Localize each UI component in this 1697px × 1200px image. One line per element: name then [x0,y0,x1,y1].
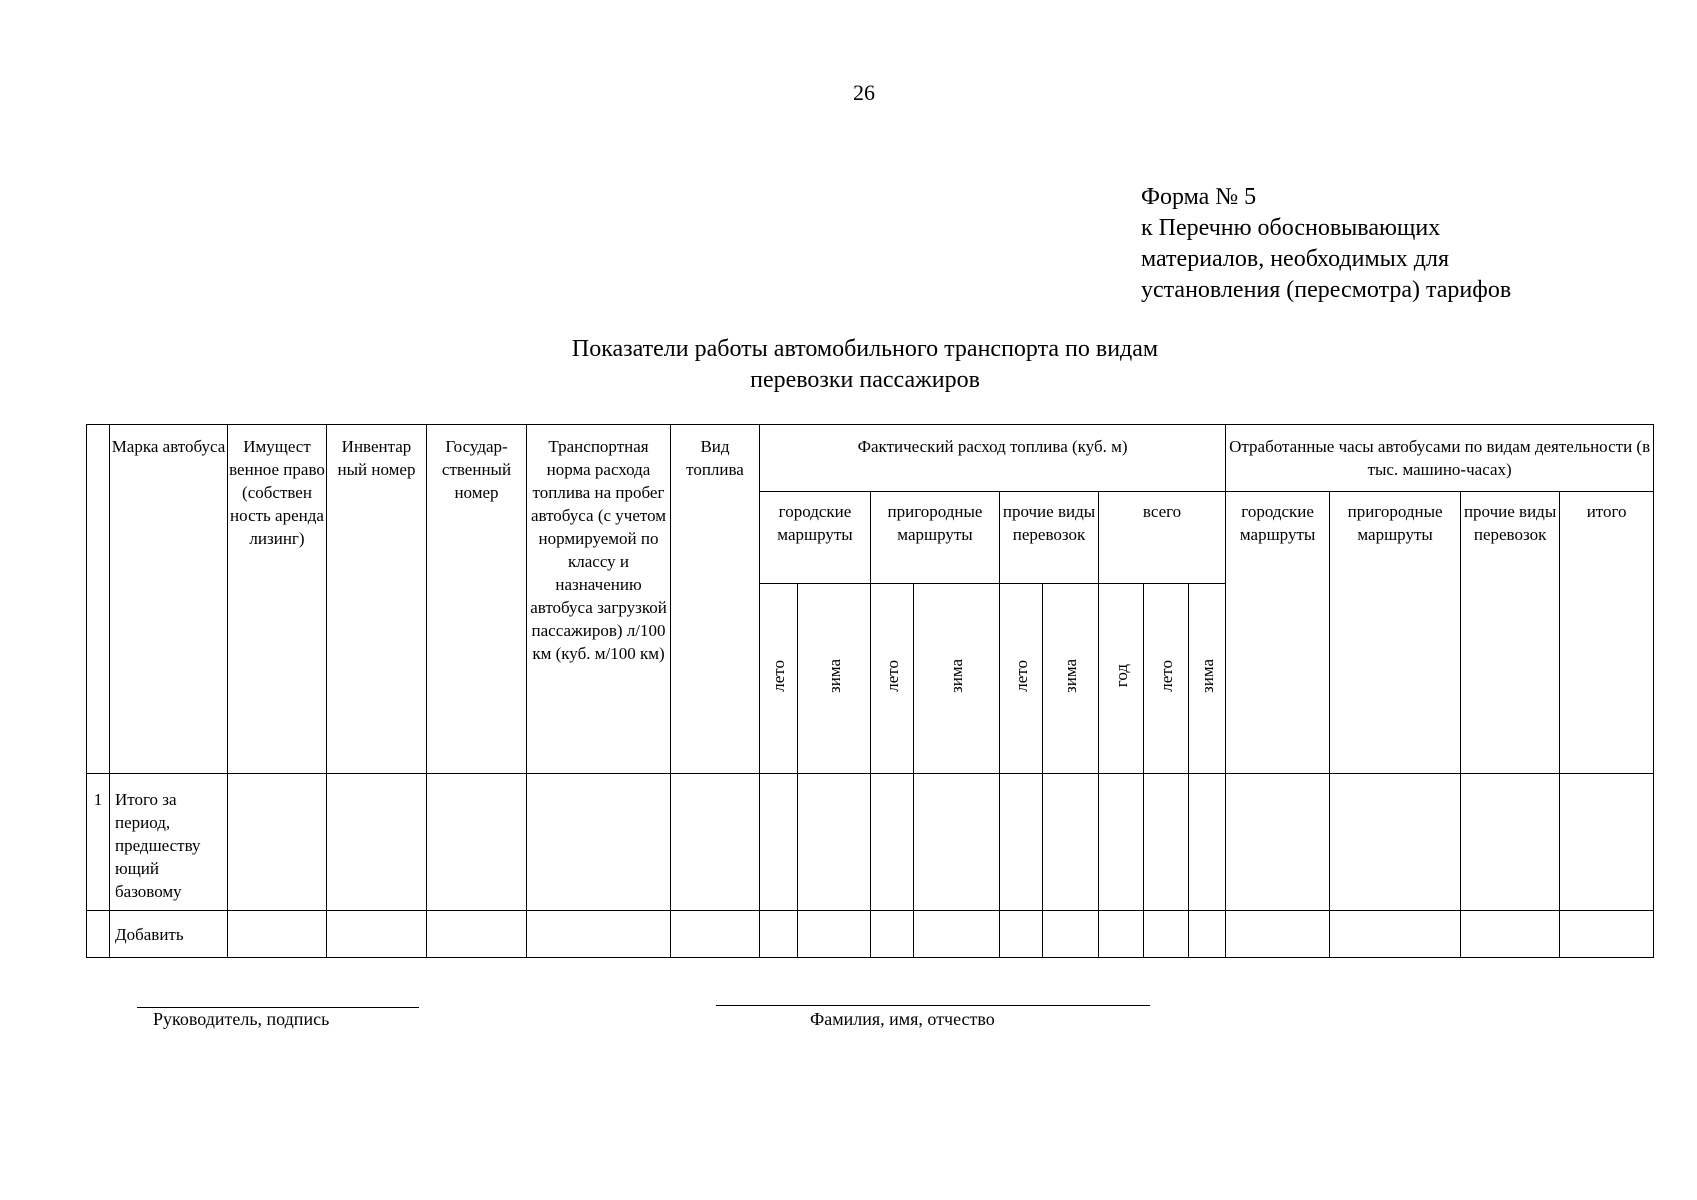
header-fuel-total: всего [1099,492,1226,584]
table-cell[interactable] [1099,911,1144,958]
table-cell[interactable] [1189,774,1226,911]
add-row-button[interactable]: Добавить [110,911,228,958]
row-number-header [87,425,110,774]
table-cell[interactable] [1330,911,1461,958]
table-cell[interactable] [1189,911,1226,958]
form-reference [1141,182,1511,306]
table-cell[interactable] [1461,774,1560,911]
table-cell[interactable] [1560,911,1654,958]
header-city-winter: зима [798,584,871,774]
header-total-year: год [1099,584,1144,774]
row-number: 1 [87,774,110,911]
table-cell[interactable] [671,774,760,911]
header-hours-suburban: пригородные маршруты [1330,492,1461,774]
table-cell[interactable] [527,774,671,911]
header-fuel-norm: Транспортная норма расхода топлива на пробег автобуса (с учетом нормируемой по классу и назначению автобуса загрузкой пассажиров) л/100 км (куб. м/100 км) [527,425,671,774]
header-other-summer: лето [1000,584,1043,774]
header-fuel-actual: Фактический расход топлива (куб. м) [760,425,1226,492]
form-number: Форма № 5 [1141,184,1257,210]
header-fuel-type: Вид топлива [671,425,760,774]
form-ref-line: к Перечню обосновывающих [1141,215,1441,241]
title-line: Показатели работы автомобильного транспорта по видам [571,336,1159,362]
header-hours-total: итого [1560,492,1654,774]
header-state-number: Государ- ственный номер [427,425,527,774]
table-cell[interactable] [228,911,327,958]
table-cell[interactable] [760,774,798,911]
header-total-winter: зима [1189,584,1226,774]
table-cell[interactable] [760,911,798,958]
header-suburban-winter: зима [914,584,1000,774]
table-cell[interactable] [1461,911,1560,958]
table-cell[interactable] [1043,774,1099,911]
table-cell[interactable] [1226,911,1330,958]
signature-label-name: Фамилия, имя, отчество [810,1009,995,1029]
table-cell[interactable] [1000,911,1043,958]
table-cell[interactable] [1226,774,1330,911]
table-cell[interactable] [527,911,671,958]
table-row [87,774,1654,911]
table-cell[interactable] [871,911,914,958]
title-line: перевозки пассажиров [750,367,980,393]
table-cell[interactable] [327,911,427,958]
header-bus-brand: Марка автобуса [110,425,228,774]
table-cell[interactable] [1144,774,1189,911]
row-number [87,911,110,958]
table-cell[interactable] [1000,774,1043,911]
header-hours-city: городские маршруты [1226,492,1330,774]
header-fuel-suburban: пригородные маршруты [871,492,1000,584]
table-cell[interactable] [427,911,527,958]
table-cell[interactable] [798,911,871,958]
table-cell[interactable] [427,774,527,911]
indicators-table [86,424,1654,958]
signature-label-head: Руководитель, подпись [153,1009,330,1029]
header-city-summer: лето [760,584,798,774]
table-cell[interactable] [1560,774,1654,911]
table-cell[interactable] [914,774,1000,911]
header-suburban-summer: лето [871,584,914,774]
table-cell[interactable] [327,774,427,911]
signature-line-head [137,1007,419,1008]
header-property-right: Имущест венное право (собствен ность аренда лизинг) [228,425,327,774]
table-cell[interactable] [798,774,871,911]
table-cell[interactable] [1144,911,1189,958]
form-ref-line: материалов, необходимых для [1141,246,1449,272]
header-total-summer: лето [1144,584,1189,774]
header-fuel-other: прочие виды перевозок [1000,492,1099,584]
header-other-winter: зима [1043,584,1099,774]
table-cell[interactable] [1043,911,1099,958]
header-fuel-city: городские маршруты [760,492,871,584]
table-row [87,911,1654,958]
header-hours-worked: Отработанные часы автобусами по видам деятельности (в тыс. машино-часах) [1226,425,1654,492]
header-inventory-number: Инвентар ный номер [327,425,427,774]
table-cell[interactable] [1099,774,1144,911]
form-ref-line: установления (пересмотра) тарифов [1141,277,1512,303]
signature-line-name [716,1005,1150,1006]
table-cell[interactable] [228,774,327,911]
page-number: 26 [853,80,875,105]
row-label: Итого за период, предшеству ющий базовому [110,774,228,911]
document-title [440,334,1290,396]
table-cell[interactable] [914,911,1000,958]
header-hours-other: прочие виды перевозок [1461,492,1560,774]
table-cell[interactable] [671,911,760,958]
table-cell[interactable] [1330,774,1461,911]
table-cell[interactable] [871,774,914,911]
